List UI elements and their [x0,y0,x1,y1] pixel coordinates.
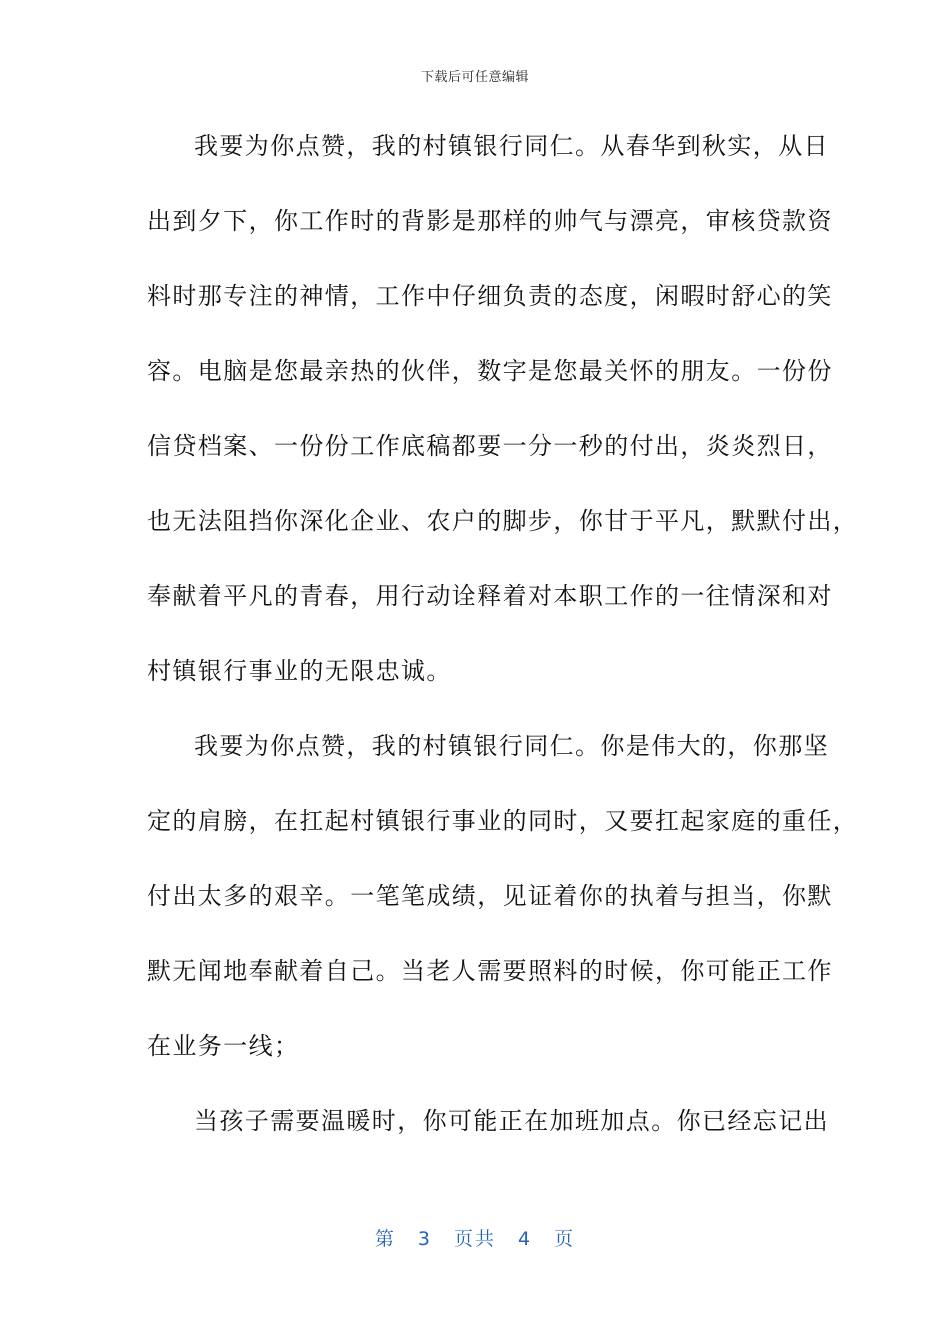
paragraph-line: 我要为你点赞，我的村镇银行同仁。从春华到秋实，从日 [194,132,829,160]
page-header: 下载后可任意编辑 [420,70,529,85]
paragraph-line: 村镇银行事业的无限忠诚。 [147,657,452,685]
document-body [147,120,859,1170]
paragraph-line: 出到夕下，你工作时的背影是那样的帅气与漂亮，审核贷款资 [147,207,833,235]
paragraph-line: 付出太多的艰辛。一笔笔成绩，见证着你的执着与担当，你默 [147,882,833,910]
paragraph-line: 容。电脑是您最亲热的伙伴，数字是您最关怀的朋友。一份份 [147,357,833,385]
paragraph-line: 在业务一线； [147,1032,300,1060]
paragraph-line: 当孩子需要温暖时，你可能正在加班加点。你已经忘记出 [194,1107,829,1135]
paragraph-line: 信贷档案、一份份工作底稿都要一分一秒的付出，炎炎烈日， [147,432,833,460]
page-number-footer: 第 3 页共 4 页 [374,1228,576,1250]
paragraph-line: 默无闻地奉献着自己。当老人需要照料的时候，你可能正工作 [147,957,833,985]
paragraph-line: 我要为你点赞，我的村镇银行同仁。你是伟大的，你那坚 [194,732,829,760]
paragraph-line: 也无法阻挡你深化企业、农户的脚步，你甘于平凡，默默付出， [147,507,859,535]
paragraph-line: 料时那专注的神情，工作中仔细负责的态度，闲暇时舒心的笑 [147,282,833,310]
paragraph-line: 奉献着平凡的青春，用行动诠释着对本职工作的一往情深和对 [147,582,833,610]
paragraph-line: 定的肩膀，在扛起村镇银行事业的同时，又要扛起家庭的重任， [147,807,859,835]
